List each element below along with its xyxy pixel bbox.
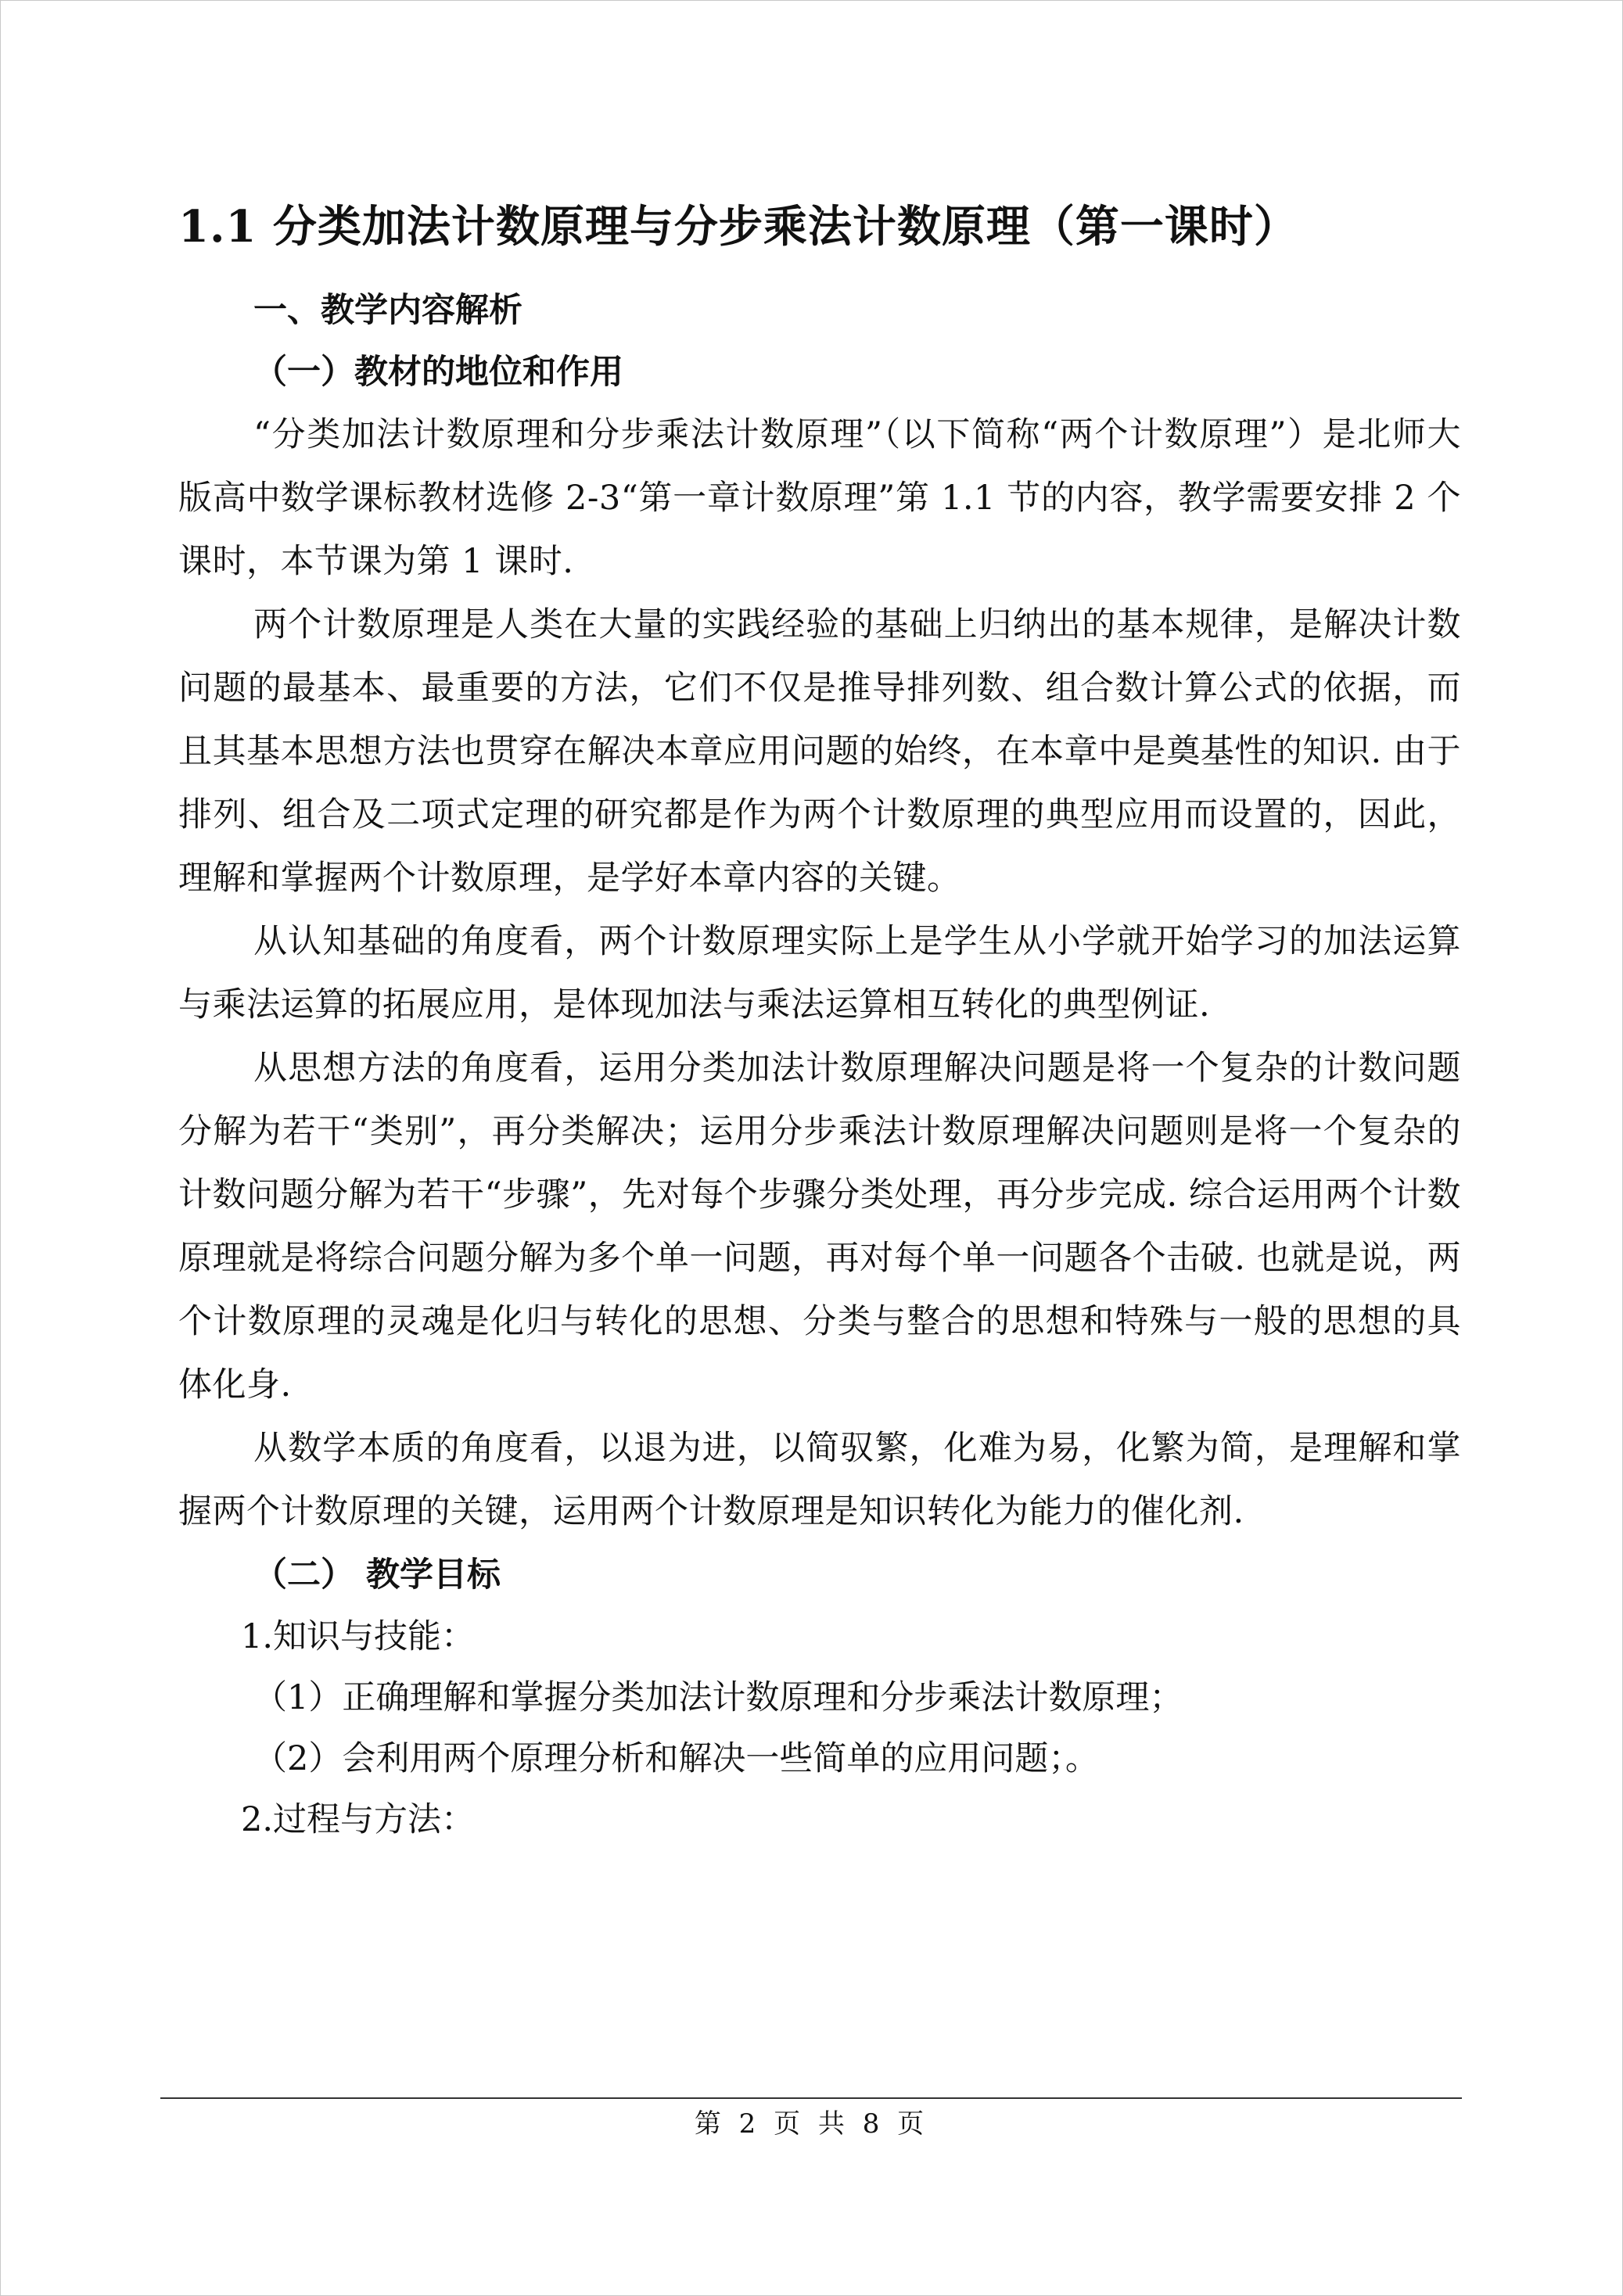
paragraph-thinking-methods: 从思想方法的角度看，运用分类加法计数原理解决问题是将一个复杂的计数问题分解为若干“类别”，再分类解决；运用分步乘法计数原理解决问题则是将一个复杂的计数问题分解为若干“步骤”，先对每个步骤分类处理，再分步完成. 综合运用两个计数原理就是将综合问题分解为多个单一问题，再对每个单一问题各个击破. 也就是说，两个计数原理的灵魂是化归与转化的思想、分类与整合的思想和特殊与一般的思想的具体化身. xyxy=(178,1049,1461,1405)
document-body xyxy=(178,196,1461,1850)
objective-item-1: （1）正确理解和掌握分类加法计数原理和分步乘法计数原理； xyxy=(253,1678,1183,1717)
footer-divider xyxy=(160,2097,1462,2099)
section-heading-content-analysis: 一、教学内容解析 xyxy=(253,291,522,330)
subsection-heading-role: （一）教材的地位和作用 xyxy=(253,353,623,392)
paragraph-math-essence: 从数学本质的角度看，以退为进，以简驭繁，化难为易，化繁为简，是理解和掌握两个计数原理的关键，运用两个计数原理是知识转化为能力的催化剂. xyxy=(178,1429,1461,1531)
paragraph-basic-rules: 两个计数原理是人类在大量的实践经验的基础上归纳出的基本规律，是解决计数问题的最基本、最重要的方法，它们不仅是推导排列数、组合数计算公式的依据，而且其基本思想方法也贯穿在解决本章应用问题的始终，在本章中是奠基性的知识. 由于排列、组合及二项式定理的研究都是作为两个计数原理的典型应用而设置的，因此，理解和掌握两个计数原理，是学好本章内容的关键。 xyxy=(178,605,1461,898)
subsection-heading-objectives: （二） 教学目标 xyxy=(253,1555,501,1595)
page-number-footer: 第 2 页 共 8 页 xyxy=(694,2108,929,2140)
objective-item-2: （2）会利用两个原理分析和解决一些简单的应用问题；。 xyxy=(253,1739,1099,1778)
document-title: 1.1 分类加法计数原理与分步乘法计数原理（第一课时） xyxy=(178,201,1298,253)
objective-knowledge-skills: 1.知识与技能： xyxy=(241,1617,476,1656)
paragraph-intro: “分类加法计数原理和分步乘法计数原理”（以下简称“两个计数原理”）是北师大版高中数学课标教材选修 2-3“第一章计数原理”第 1.1 节的内容，教学需要安排 2 个课时，本节课为第 1 课时. xyxy=(178,415,1461,581)
paragraph-cognitive-basis: 从认知基础的角度看，两个计数原理实际上是学生从小学就开始学习的加法运算与乘法运算的拓展应用，是体现加法与乘法运算相互转化的典型例证. xyxy=(178,922,1461,1024)
objective-process-methods: 2.过程与方法： xyxy=(241,1800,476,1839)
